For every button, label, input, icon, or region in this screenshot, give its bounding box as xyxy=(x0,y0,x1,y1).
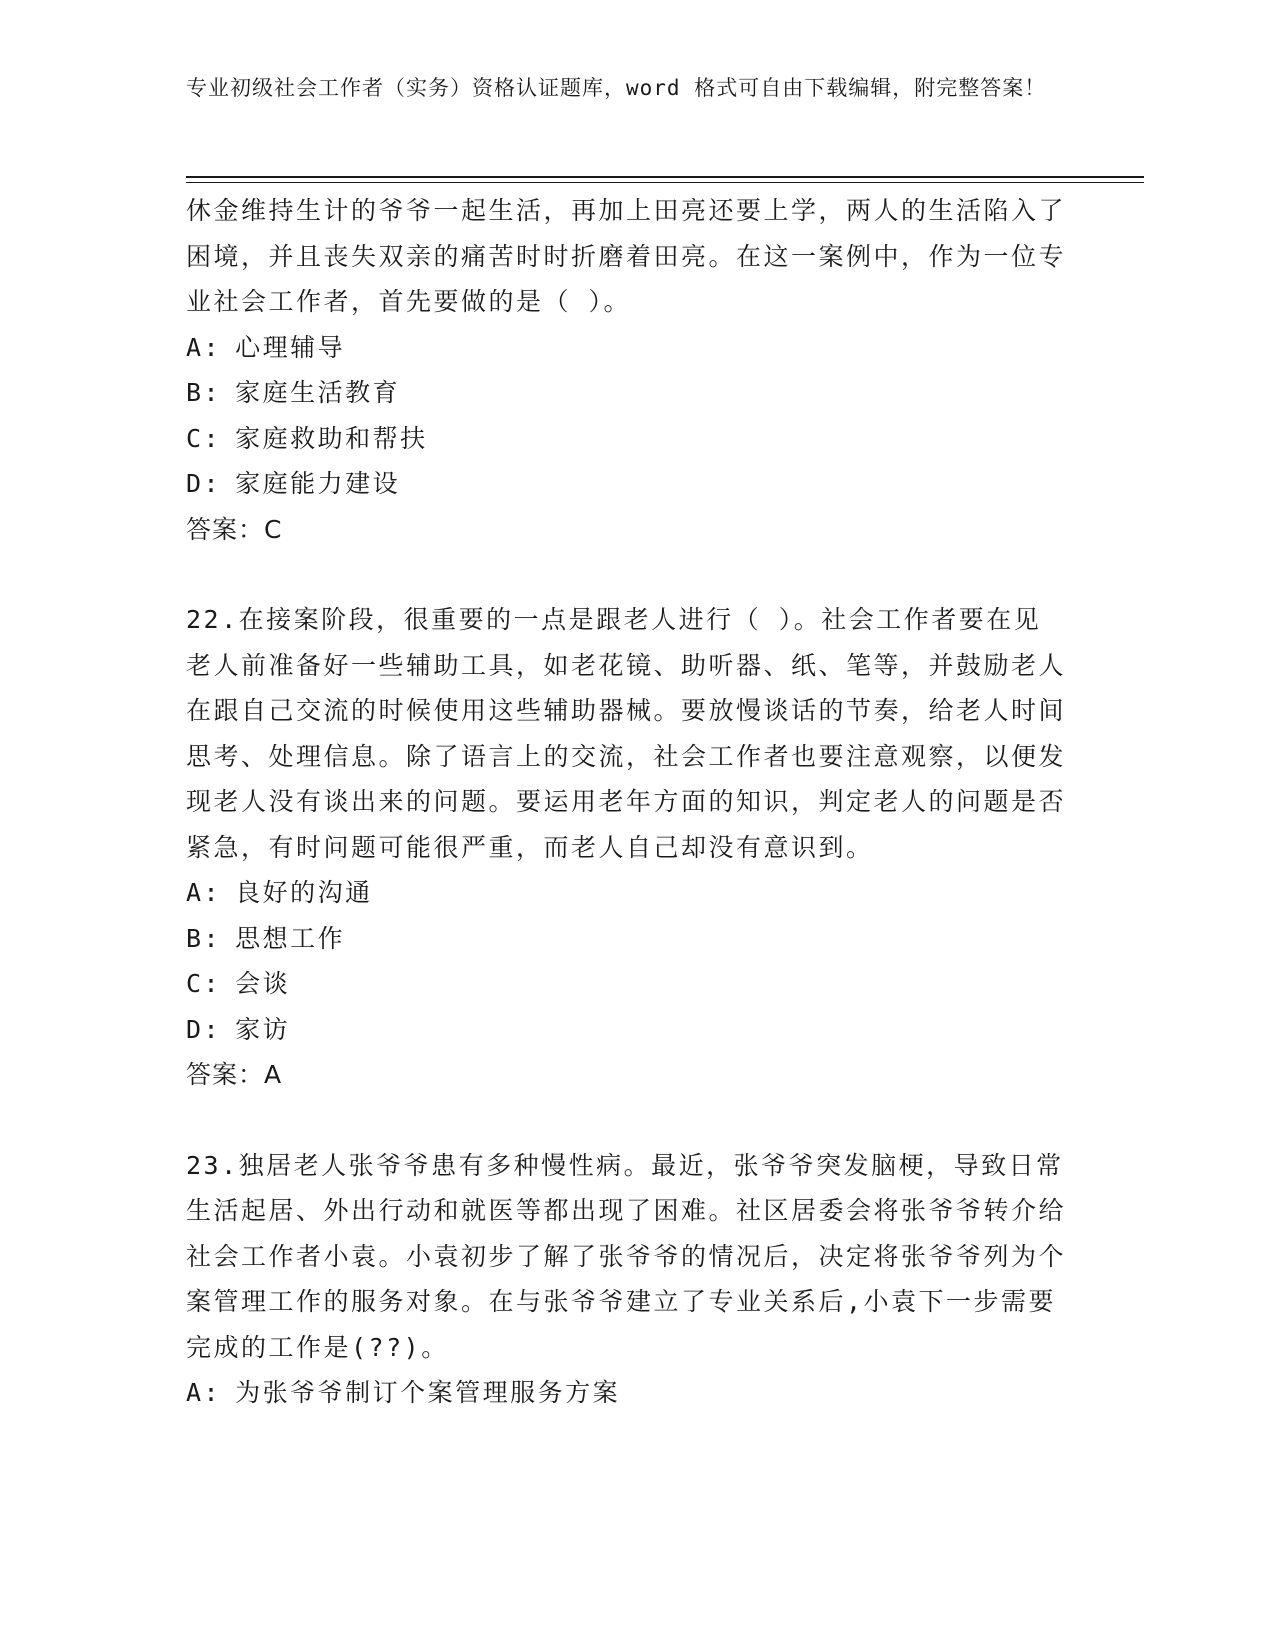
option-key: D: xyxy=(186,469,222,498)
question-text: 22.在接案阶段，很重要的一点是跟老人进行（ ）。社会工作者要在见老人前准备好一些辅助工具，如老花镜、助听器、纸、笔等，并鼓励老人在跟自己交流的时候使用这些辅助器械。要放慢谈话的节奏，给老人时间思考、处理信息。除了语言上的交流，社会工作者也要注意观察，以便发现老人没有谈出来的问题。要运用老年方面的知识，判定老人的问题是否紧急，有时问题可能很严重，而老人自己却没有意识到。 xyxy=(186,605,1067,862)
option-key: C: xyxy=(186,969,222,998)
option-text: 良好的沟通 xyxy=(235,878,373,907)
spacer xyxy=(186,552,1066,597)
option-key: B: xyxy=(186,923,222,953)
answer-line: 答案：C xyxy=(186,514,283,544)
question-block xyxy=(186,597,1066,1098)
option-b xyxy=(186,370,1066,416)
option-d xyxy=(186,461,1066,507)
question-list xyxy=(186,188,1066,1416)
question-block xyxy=(186,188,1066,552)
option-text: 家庭能力建设 xyxy=(235,469,401,498)
header-divider-thin xyxy=(186,182,1144,183)
question-text: 休金维持生计的爷爷一起生活，再加上田亮还要上学，两人的生活陷入了困境，并且丧失双亲的痛苦时时折磨着田亮。在这一案例中，作为一位专业社会工作者，首先要做的是（ ）。 xyxy=(186,196,1067,316)
option-text: 为张爷爷制订个案管理服务方案 xyxy=(235,1378,621,1407)
option-d xyxy=(186,1007,1066,1053)
header-divider-thick xyxy=(186,176,1144,178)
option-c xyxy=(186,961,1066,1007)
option-text: 思想工作 xyxy=(235,923,346,953)
option-text: 家庭救助和帮扶 xyxy=(235,423,428,453)
option-key: A: xyxy=(186,878,222,907)
option-a xyxy=(186,325,1066,371)
option-b xyxy=(186,916,1066,962)
question-text: 23.独居老人张爷爷患有多种慢性病。最近，张爷爷突发脑梗，导致日常生活起居、外出行动和就医等都出现了困难。社区居委会将张爷爷转介给社会工作者小袁。小袁初步了解了张爷爷的情况后，决定将张爷爷列为个案管理工作的服务对象。在与张爷爷建立了专业关系后,小袁下一步需要完成的工作是(??)。 xyxy=(186,1150,1067,1362)
option-text: 会谈 xyxy=(235,969,291,998)
option-key: C: xyxy=(186,423,222,453)
header-title: 专业初级社会工作者（实务）资格认证题库，word 格式可自由下载编辑，附完整答案！ xyxy=(186,76,1047,100)
spacer xyxy=(186,1098,1066,1143)
option-a xyxy=(186,870,1066,916)
option-text: 家访 xyxy=(235,1014,291,1044)
page-header xyxy=(186,72,1066,105)
option-text: 家庭生活教育 xyxy=(235,378,401,407)
option-key: D: xyxy=(186,1014,222,1044)
option-a xyxy=(186,1370,1066,1416)
option-c xyxy=(186,416,1066,462)
question-block xyxy=(186,1143,1066,1416)
option-key: A: xyxy=(186,332,222,362)
answer-line: 答案：A xyxy=(186,1060,283,1089)
option-key: B: xyxy=(186,378,222,407)
option-key: A: xyxy=(186,1378,222,1407)
option-text: 心理辅导 xyxy=(235,332,346,362)
